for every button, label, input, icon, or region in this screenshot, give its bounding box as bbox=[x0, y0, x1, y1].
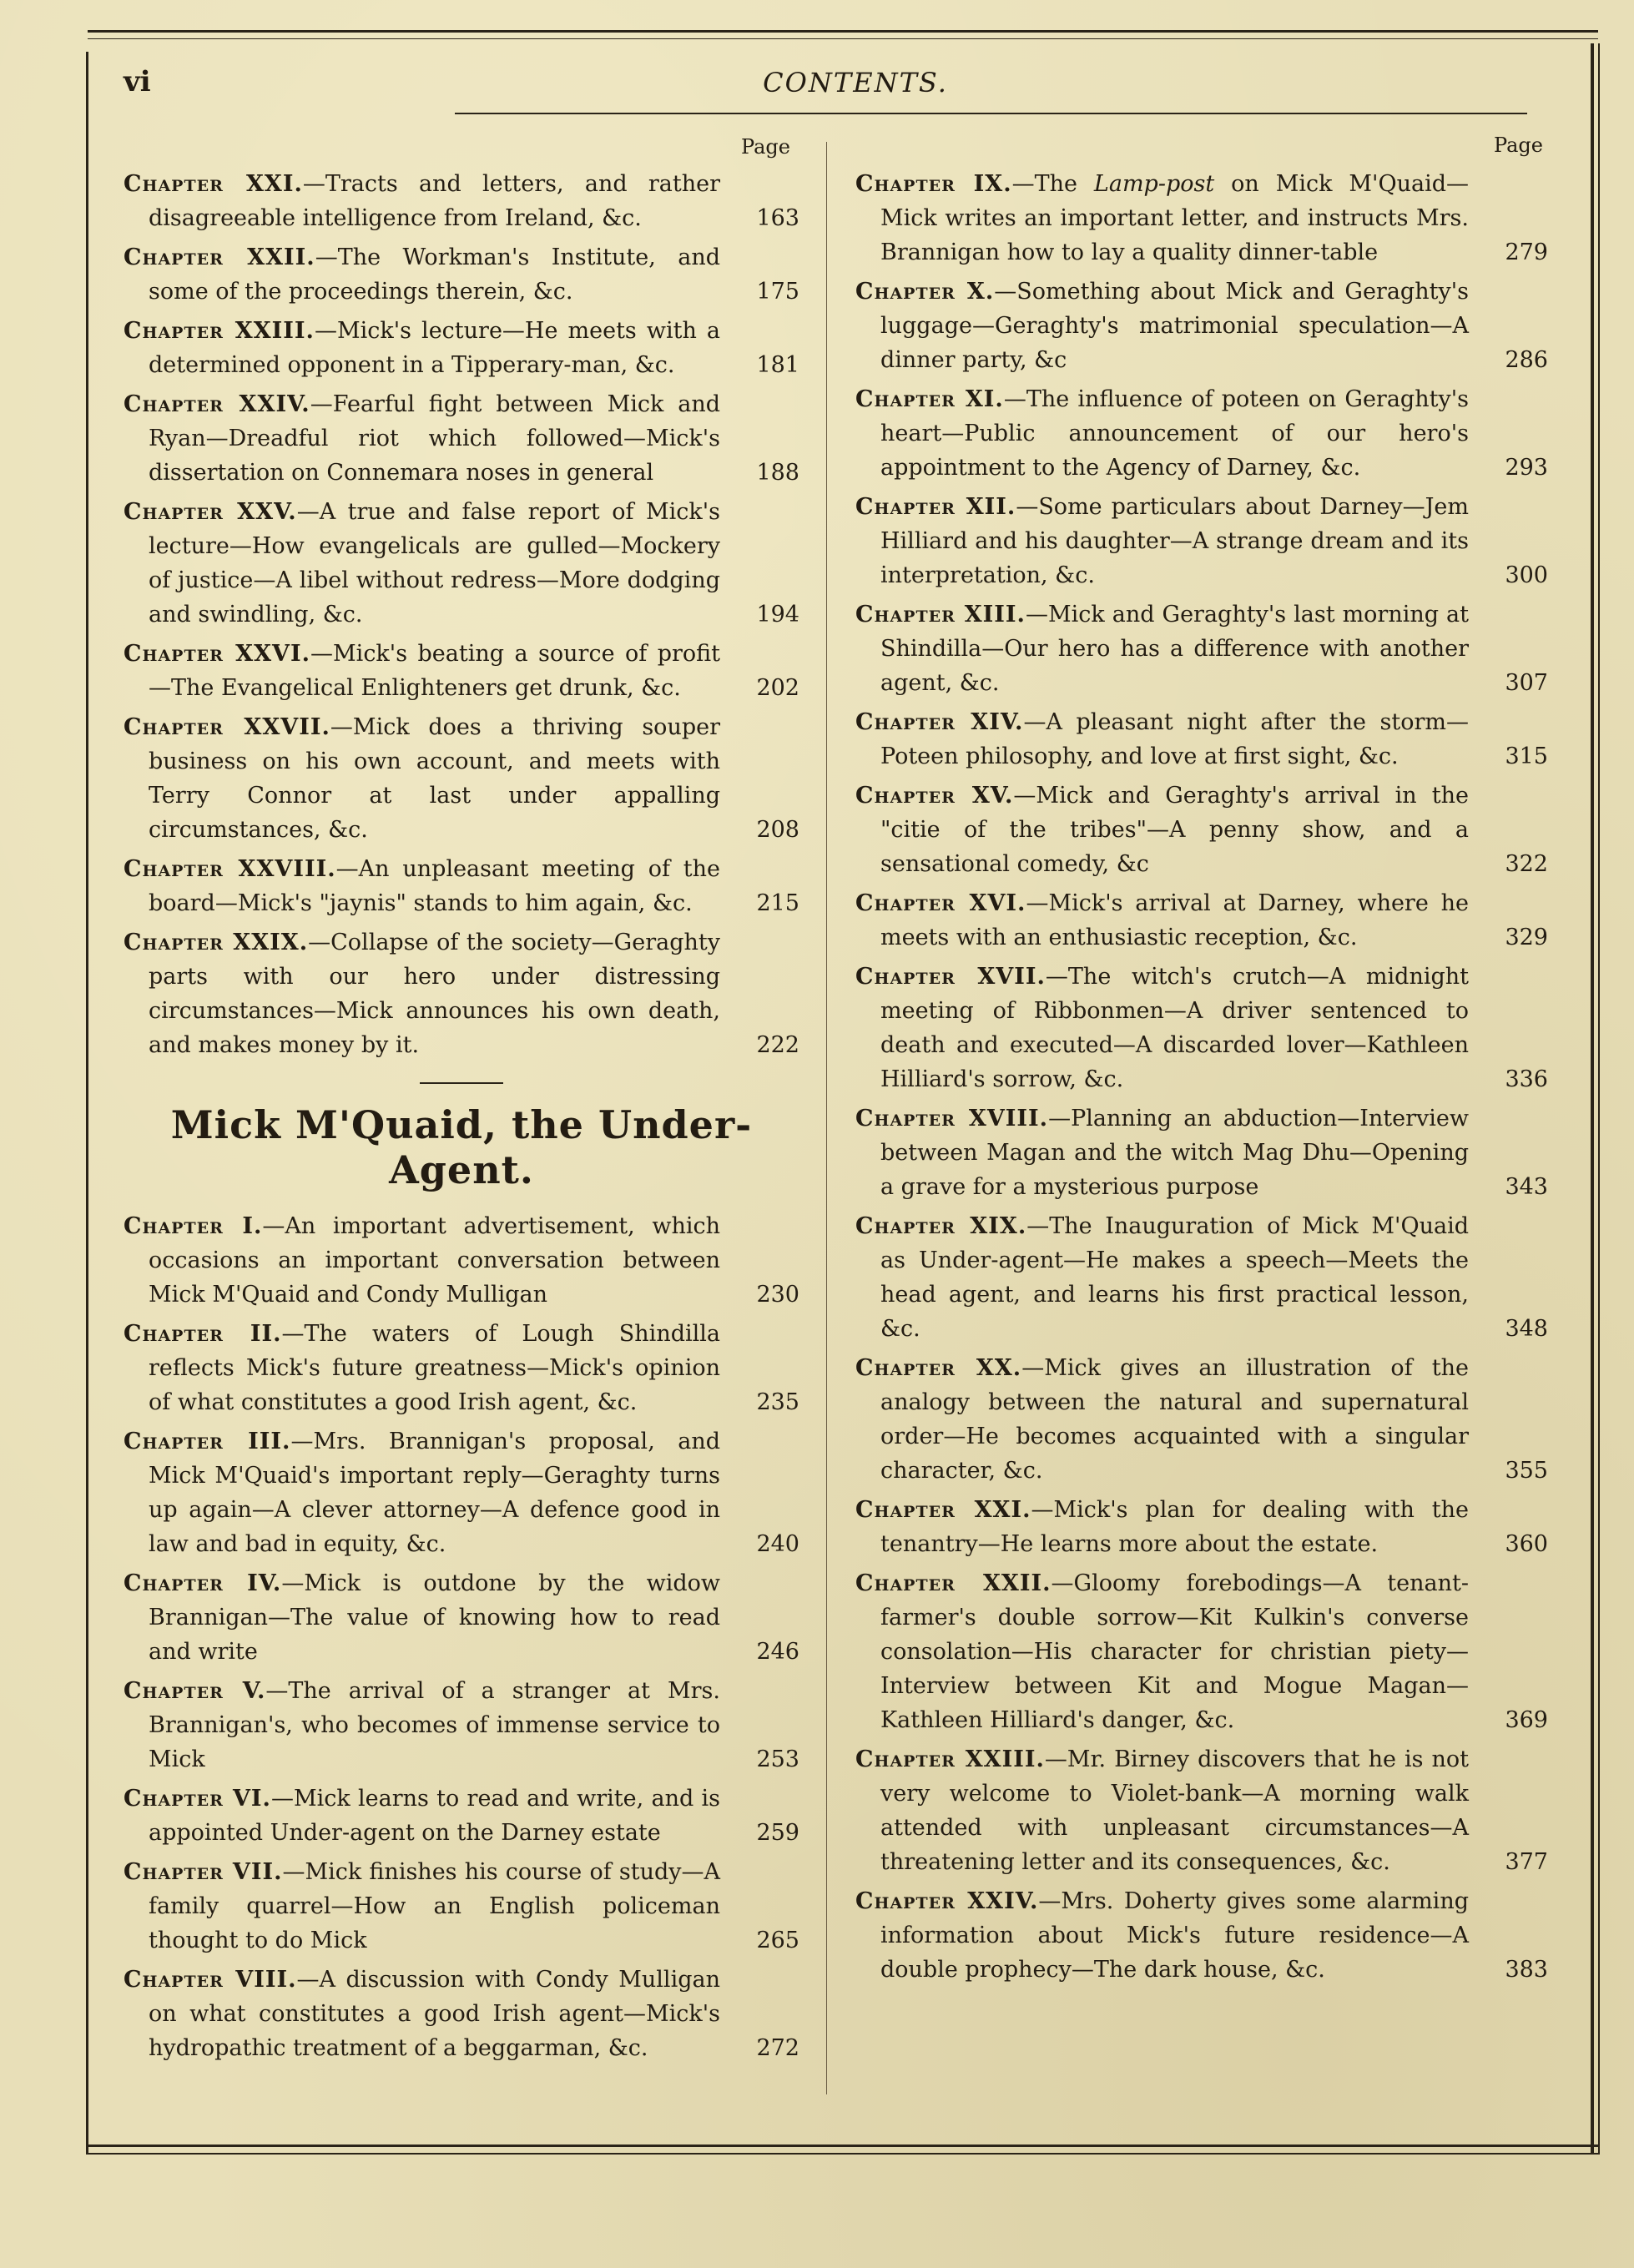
frame-left-border bbox=[86, 52, 88, 2155]
toc-entry bbox=[124, 1424, 799, 1561]
toc-entry bbox=[855, 275, 1548, 377]
chapter-description: —The arrival of a stranger at Mrs. Brannigan's, who becomes of immense service to Mick bbox=[149, 1678, 720, 1772]
chapter-description: —The Inauguration of Mick M'Quaid as Under-agent—He makes a speech—Meets the head agent, and learns his first practical lesson, &c. bbox=[880, 1213, 1469, 1342]
page-ref: 240 bbox=[756, 1531, 799, 1557]
chapter-description: —Mick finishes his course of study—A family quarrel—How an English policeman thought to do Mick bbox=[149, 1859, 720, 1953]
chapter-description: —Mick learns to read and write, and is appointed Under-agent on the Darney estate bbox=[149, 1786, 721, 1846]
page-ref: 286 bbox=[1505, 347, 1548, 373]
page-ref: 369 bbox=[1505, 1707, 1548, 1733]
chapter-description: —Mick and Geraghty's arrival in the "citie of the tribes"—A penny show, and a sensational comedy, &c bbox=[880, 783, 1470, 877]
toc-entry bbox=[855, 960, 1548, 1096]
chapter-label: Chapter XXIV. bbox=[855, 1888, 1039, 1914]
chapter-description: on Mick M'Quaid—Mick writes an important letter, and instructs Mrs. Brannigan how to lay a quality dinner-table bbox=[880, 171, 1469, 265]
frame-right-border bbox=[1591, 43, 1594, 2155]
toc-entry-text bbox=[124, 314, 720, 382]
right-column bbox=[855, 167, 1548, 1992]
page-ref: 181 bbox=[756, 352, 799, 378]
toc-entry-text bbox=[124, 925, 720, 1062]
chapter-label: Chapter IX. bbox=[855, 171, 1012, 197]
left-column bbox=[124, 167, 799, 2070]
chapter-label: Chapter XXI. bbox=[855, 1497, 1031, 1523]
toc-entry bbox=[124, 852, 799, 920]
toc-entry-text bbox=[124, 1782, 720, 1850]
toc-entry bbox=[124, 387, 799, 490]
page-ref: 279 bbox=[1505, 239, 1548, 265]
toc-entry-text bbox=[855, 275, 1469, 377]
toc-entry-text bbox=[855, 1884, 1469, 1987]
page-ref: 322 bbox=[1505, 851, 1548, 877]
page-ref: 230 bbox=[756, 1282, 799, 1308]
toc-entry bbox=[855, 779, 1548, 881]
chapter-label: Chapter XVII. bbox=[855, 964, 1046, 990]
toc-entry-text bbox=[124, 852, 720, 920]
toc-entry bbox=[855, 1351, 1548, 1488]
chapter-description: —Mick gives an illustration of the analogy between the natural and supernatural order—He becomes acquainted with a singular character, &c. bbox=[880, 1355, 1469, 1484]
toc-entry bbox=[124, 1963, 799, 2065]
page-number: vi bbox=[124, 65, 151, 98]
chapter-description: —Collapse of the society—Geraghty parts with our hero under distressing circumstances—Mick announces his own death, and makes money by it. bbox=[149, 930, 720, 1058]
chapter-label: Chapter IV. bbox=[124, 1570, 282, 1596]
toc-entry bbox=[855, 1884, 1548, 1987]
section-divider bbox=[420, 1082, 503, 1084]
toc-entry bbox=[855, 1742, 1548, 1879]
page-ref: 194 bbox=[756, 602, 799, 627]
toc-entry bbox=[124, 1855, 799, 1958]
chapter-label: Chapter XV. bbox=[855, 783, 1014, 809]
chapter-description: —Mick's beating a source of profit—The Evangelical Enlighteners get drunk, &c. bbox=[149, 641, 720, 701]
toc-entry bbox=[855, 167, 1548, 270]
page-ref: 355 bbox=[1505, 1458, 1548, 1484]
page-ref: 208 bbox=[756, 817, 799, 843]
page-ref: 300 bbox=[1505, 562, 1548, 588]
chapter-label: Chapter XX. bbox=[855, 1355, 1022, 1381]
toc-entry bbox=[124, 925, 799, 1062]
page-ref: 383 bbox=[1505, 1957, 1548, 1983]
toc-entry-text bbox=[124, 1855, 720, 1958]
page-ref: 329 bbox=[1505, 925, 1548, 950]
toc-entry-text bbox=[855, 490, 1469, 592]
chapter-label: Chapter XXV. bbox=[124, 499, 297, 525]
column-divider bbox=[826, 142, 827, 2094]
toc-entry-text bbox=[855, 1101, 1469, 1204]
toc-entry bbox=[124, 1674, 799, 1777]
bottom-rule-thin bbox=[86, 2153, 1599, 2155]
chapter-description: —Mr. Birney discovers that he is not very welcome to Violet-bank—A morning walk attended with unpleasant circumstances—A threatening letter and its consequences, &c. bbox=[880, 1746, 1469, 1875]
chapter-description: —Mick's arrival at Darney, where he meets with an enthusiastic reception, &c. bbox=[880, 890, 1469, 950]
chapter-description-italic: Lamp-post bbox=[1093, 171, 1215, 197]
toc-entry-text bbox=[124, 710, 720, 847]
chapter-label: Chapter VII. bbox=[124, 1859, 283, 1885]
page-ref: 315 bbox=[1505, 743, 1548, 769]
chapter-description: —Mick is outdone by the widow Brannigan—The value of knowing how to read and write bbox=[149, 1570, 720, 1665]
toc-entry-text bbox=[124, 1209, 720, 1312]
chapter-description: —Mick and Geraghty's last morning at Shindilla—Our hero has a difference with another agent, &c. bbox=[880, 602, 1469, 696]
toc-entry bbox=[124, 1566, 799, 1669]
chapter-label: Chapter XXVI. bbox=[124, 641, 311, 667]
page-ref: 343 bbox=[1505, 1174, 1548, 1200]
left-entries-list-2 bbox=[124, 1209, 799, 2065]
toc-entry-text bbox=[124, 240, 720, 309]
page-ref: 348 bbox=[1505, 1316, 1548, 1342]
chapter-label: Chapter XI. bbox=[855, 386, 1004, 412]
chapter-description: —Mrs. Brannigan's proposal, and Mick M'Quaid's important reply—Geraghty turns up again—A clever attorney—A defence good in law and bad in equity, &c. bbox=[149, 1429, 720, 1557]
toc-entry-text bbox=[855, 886, 1469, 955]
chapter-description: —A true and false report of Mick's lecture—How evangelicals are gulled—Mockery of justice—A libel without redress—More dodging and swindling, &c. bbox=[149, 499, 720, 627]
chapter-description: —An important advertisement, which occasions an important conversation between Mick M'Quaid and Condy Mulligan bbox=[149, 1213, 720, 1308]
page-ref: 246 bbox=[756, 1639, 799, 1665]
page-ref: 360 bbox=[1505, 1531, 1548, 1557]
toc-entry-text bbox=[855, 1493, 1469, 1561]
page-ref: 265 bbox=[756, 1928, 799, 1953]
page-title: CONTENTS. bbox=[763, 67, 948, 98]
chapter-description: —Mick does a thriving souper business on his own account, and meets with Terry Connor at last under appalling circumstances, &c. bbox=[149, 714, 720, 843]
toc-entry-text bbox=[124, 1317, 720, 1419]
page-ref: 215 bbox=[756, 890, 799, 916]
page-ref: 163 bbox=[756, 205, 799, 231]
toc-entry-text bbox=[855, 597, 1469, 700]
chapter-description: —Fearful fight between Mick and Ryan—Dreadful riot which followed—Mick's dissertation on Connemara noses in general bbox=[149, 391, 720, 486]
chapter-label: Chapter XIX. bbox=[855, 1213, 1027, 1239]
toc-entry-text bbox=[124, 1424, 720, 1561]
chapter-label: Chapter XXI. bbox=[124, 171, 303, 197]
toc-entry bbox=[124, 314, 799, 382]
left-entries-list bbox=[124, 167, 799, 1062]
page-ref: 253 bbox=[756, 1746, 799, 1772]
chapter-description: —Some particulars about Darney—Jem Hilliard and his daughter—A strange dream and its interpretation, &c. bbox=[880, 494, 1469, 588]
toc-entry-text bbox=[855, 1209, 1469, 1346]
page-ref: 175 bbox=[756, 279, 799, 305]
toc-entry bbox=[855, 1209, 1548, 1346]
chapter-label: Chapter XXII. bbox=[124, 244, 315, 270]
chapter-label: Chapter XXIX. bbox=[124, 930, 309, 955]
toc-entry bbox=[124, 1782, 799, 1850]
chapter-description: —Something about Mick and Geraghty's luggage—Geraghty's matrimonial speculation—A dinner party, &c bbox=[880, 279, 1469, 373]
header-rule bbox=[88, 30, 1598, 33]
chapter-description: —The witch's crutch—A midnight meeting of Ribbonmen—A driver sentenced to death and executed—A discarded lover—Kathleen Hilliard's sorrow, &c. bbox=[880, 964, 1469, 1092]
toc-entry-text bbox=[124, 495, 720, 632]
toc-entry-text bbox=[124, 637, 720, 705]
chapter-label: Chapter XXII. bbox=[855, 1570, 1052, 1596]
chapter-label: Chapter II. bbox=[124, 1321, 282, 1347]
toc-entry-text bbox=[124, 1674, 720, 1777]
header-rule-thin bbox=[88, 38, 1598, 39]
chapter-description: —A pleasant night after the storm—Poteen philosophy, and love at first sight, &c. bbox=[880, 709, 1469, 769]
page-column-label-left: Page bbox=[741, 135, 790, 159]
chapter-label: Chapter VI. bbox=[124, 1786, 271, 1812]
toc-entry-text bbox=[855, 705, 1469, 774]
page-ref: 259 bbox=[756, 1820, 799, 1846]
chapter-label: Chapter XVIII. bbox=[855, 1106, 1049, 1131]
chapter-description: —Tracts and letters, and rather disagreeable intelligence from Ireland, &c. bbox=[149, 171, 720, 231]
toc-entry bbox=[124, 1317, 799, 1419]
page-ref: 188 bbox=[756, 460, 799, 486]
toc-entry-text bbox=[124, 1963, 720, 2065]
bottom-rule bbox=[86, 2145, 1599, 2147]
chapter-label: Chapter XIII. bbox=[855, 602, 1026, 627]
page-ref: 202 bbox=[756, 675, 799, 701]
page-ref: 336 bbox=[1505, 1066, 1548, 1092]
toc-entry bbox=[855, 1566, 1548, 1737]
page-ref: 293 bbox=[1505, 455, 1548, 481]
chapter-label: Chapter I. bbox=[124, 1213, 263, 1239]
chapter-description: —The influence of poteen on Geraghty's heart—Public announcement of our hero's appointment to the Agency of Darney, &c. bbox=[880, 386, 1469, 481]
toc-entry-text bbox=[855, 960, 1469, 1096]
chapter-description: —Planning an abduction—Interview between Magan and the witch Mag Dhu—Opening a grave for a mysterious purpose bbox=[880, 1106, 1469, 1200]
chapter-description: —Mick's plan for dealing with the tenantry—He learns more about the estate. bbox=[880, 1497, 1469, 1557]
chapter-description: —Mick's lecture—He meets with a determined opponent in a Tipperary-man, &c. bbox=[149, 318, 720, 378]
toc-entry-text bbox=[855, 167, 1469, 270]
toc-entry bbox=[124, 710, 799, 847]
toc-entry bbox=[855, 1101, 1548, 1204]
right-entries-list bbox=[855, 167, 1548, 1987]
chapter-label: Chapter V. bbox=[124, 1678, 266, 1704]
chapter-description: —The waters of Lough Shindilla reflects Mick's future greatness—Mick's opinion of what constitutes a good Irish agent, &c. bbox=[149, 1321, 720, 1415]
toc-entry bbox=[124, 637, 799, 705]
toc-entry bbox=[855, 597, 1548, 700]
toc-entry-text bbox=[855, 1566, 1469, 1737]
toc-entry-text bbox=[124, 167, 720, 235]
chapter-label: Chapter III. bbox=[124, 1429, 291, 1454]
toc-entry-text bbox=[855, 382, 1469, 485]
page-column-label-right: Page bbox=[1494, 134, 1543, 157]
toc-entry bbox=[124, 495, 799, 632]
chapter-label: Chapter XVI. bbox=[855, 890, 1026, 916]
toc-entry-text bbox=[124, 1566, 720, 1669]
title-underline bbox=[455, 113, 1527, 114]
chapter-label: Chapter XII. bbox=[855, 494, 1016, 520]
toc-entry bbox=[855, 705, 1548, 774]
toc-entry-text bbox=[855, 779, 1469, 881]
toc-entry bbox=[124, 167, 799, 235]
chapter-description: —A discussion with Condy Mulligan on what constitutes a good Irish agent—Mick's hydropathic treatment of a beggarman, &c. bbox=[149, 1967, 720, 2061]
chapter-label: Chapter XXVIII. bbox=[124, 856, 336, 882]
frame-right-border-outer bbox=[1598, 43, 1600, 2155]
chapter-description: —The Workman's Institute, and some of the proceedings therein, &c. bbox=[149, 244, 721, 305]
page-ref: 222 bbox=[756, 1032, 799, 1058]
chapter-description: —Gloomy forebodings—A tenant-farmer's double sorrow—Kit Kulkin's converse consolation—His character for christian piety—Interview between Kit and Mogue Magan—Kathleen Hilliard's danger, &c. bbox=[880, 1570, 1469, 1733]
section-heading: Mick M'Quaid, the Under-Agent. bbox=[170, 1102, 753, 1192]
chapter-label: Chapter XXVII. bbox=[124, 714, 330, 740]
chapter-label: Chapter XXIII. bbox=[124, 318, 315, 344]
toc-entry-text bbox=[855, 1742, 1469, 1879]
chapter-description: —Mrs. Doherty gives some alarming information about Mick's future residence—A double prophecy—The dark house, &c. bbox=[880, 1888, 1469, 1983]
chapter-label: Chapter X. bbox=[855, 279, 995, 305]
toc-entry bbox=[855, 1493, 1548, 1561]
chapter-description: —An unpleasant meeting of the board—Mick's "jaynis" stands to him again, &c. bbox=[149, 856, 721, 916]
chapter-label: Chapter XXIII. bbox=[855, 1746, 1045, 1772]
toc-entry bbox=[124, 240, 799, 309]
toc-entry bbox=[124, 1209, 799, 1312]
toc-entry bbox=[855, 490, 1548, 592]
chapter-description: —The bbox=[1011, 171, 1094, 197]
page-ref: 272 bbox=[756, 2035, 799, 2061]
chapter-label: Chapter XIV. bbox=[855, 709, 1024, 735]
toc-entry bbox=[855, 382, 1548, 485]
toc-entry-text bbox=[124, 387, 720, 490]
page-ref: 377 bbox=[1505, 1849, 1548, 1875]
page-ref: 307 bbox=[1505, 670, 1548, 696]
toc-entry bbox=[855, 886, 1548, 955]
chapter-label: Chapter XXIV. bbox=[124, 391, 310, 417]
page-ref: 235 bbox=[756, 1389, 799, 1415]
chapter-label: Chapter VIII. bbox=[124, 1967, 297, 1993]
toc-entry-text bbox=[855, 1351, 1469, 1488]
